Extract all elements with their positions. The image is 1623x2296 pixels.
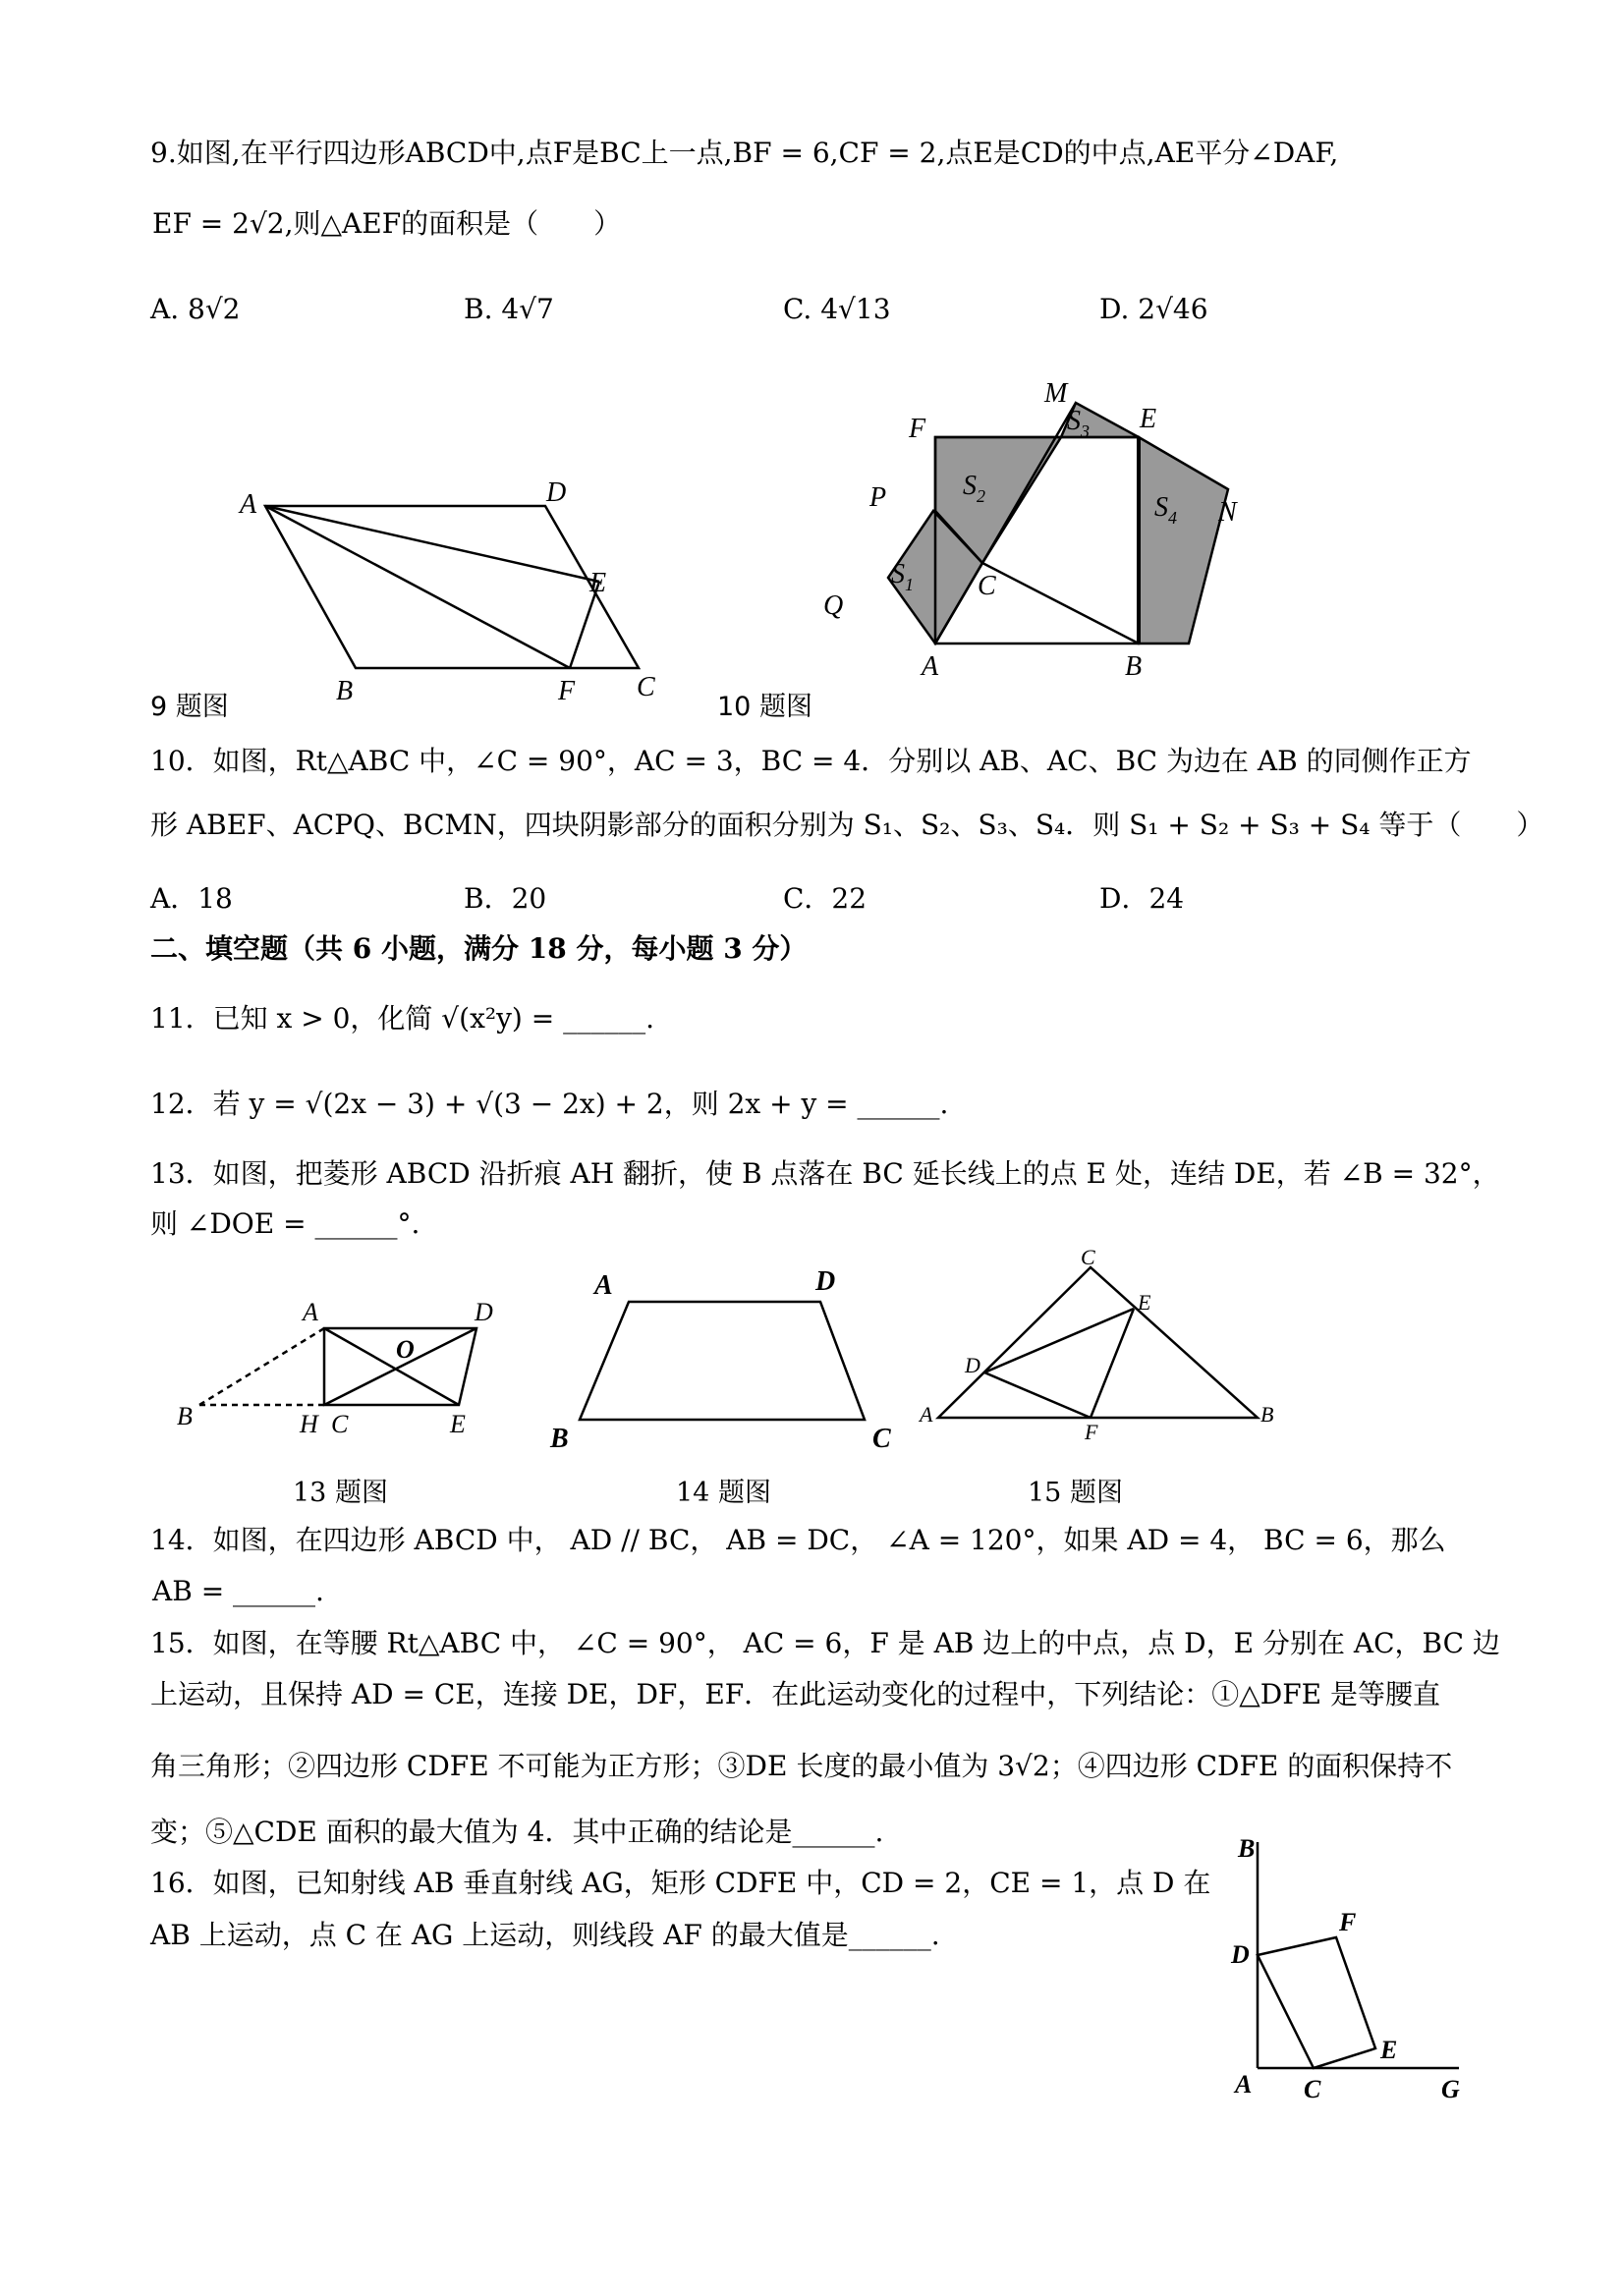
fig10-label-q: Q (823, 590, 844, 621)
fig9-label-f: F (558, 676, 576, 706)
fig9-label-b: B (336, 676, 354, 706)
fig10-label-n: N (1218, 497, 1237, 528)
fig16-label-b: B (1238, 1834, 1256, 1863)
fig10-caption: 10 题图 (717, 692, 812, 722)
fig15-label-b: B (1260, 1402, 1274, 1427)
fig16-label-c: C (1304, 2075, 1321, 2103)
fig13-label-a: A (303, 1298, 318, 1326)
q15-line3: 角三角形；②四边形 CDFE 不可能为正方形；③DE 长度的最小值为 3√2；④四边形 CDFE 的面积保持不 (150, 1750, 1453, 1782)
fig14-label-b: B (550, 1424, 569, 1454)
fig13-caption: 13 题图 (293, 1478, 388, 1508)
fig10-label-s4: $S_4$ (1154, 492, 1177, 528)
fig14-caption: 14 题图 (676, 1478, 771, 1508)
fig14-label-c: C (872, 1424, 891, 1454)
q10-line2: 形 ABEF、ACPQ、BCMN，四块阴影部分的面积分别为 S₁、S₂、S₃、S₄．则 S₁ + S₂ + S₃ + S₄ 等于（ ） (150, 809, 1544, 841)
fig10-label-s1: $S_1$ (891, 559, 914, 594)
q15-line1: 15．如图，在等腰 Rt△ABC 中， ∠C = 90°， AC = 6，F 是 AB 边上的中点，点 D，E 分别在 AC，BC 边 (150, 1627, 1500, 1659)
fig15-label-a: A (920, 1402, 933, 1427)
figure-13 (172, 1297, 545, 1444)
q13-line1: 13．如图，把菱形 ABCD 沿折痕 AH 翻折，使 B 点落在 BC 延长线上的点 E 处，连结 DE，若 ∠B = 32°， (150, 1157, 1500, 1190)
fig10-label-s3: $S_3$ (1067, 406, 1090, 441)
fig15-caption: 15 题图 (1028, 1478, 1123, 1508)
q10-line1: 10．如图，Rt△ABC 中，∠C = 90°，AC = 3，BC = 4．分别以 AB、AC、BC 为边在 AB 的同侧作正方 (150, 745, 1472, 777)
q9-option-a[interactable]: A. 8√2 (150, 293, 241, 325)
fig15-label-f: F (1085, 1420, 1098, 1444)
fig15-label-c: C (1081, 1245, 1095, 1269)
q14-line1: 14．如图，在四边形 ABCD 中， AD // BC， AB = DC， ∠A = 120°，如果 AD = 4， BC = 6，那么 (150, 1524, 1446, 1556)
q10-option-a[interactable]: A．18 (150, 882, 233, 915)
figure-15 (914, 1245, 1274, 1449)
fig9-label-a: A (240, 489, 257, 520)
fig9-caption: 9 题图 (150, 692, 229, 722)
fig10-label-b: B (1125, 651, 1143, 682)
q16-line2: AB 上运动，点 C 在 AG 上运动，则线段 AF 的最大值是______. (150, 1919, 940, 1951)
fig9-label-e: E (589, 568, 607, 598)
fig13-label-h: H (300, 1410, 318, 1438)
fig13-label-d: D (475, 1298, 493, 1326)
fig13-label-e: E (450, 1410, 466, 1438)
q9-option-b[interactable]: B. 4√7 (464, 293, 554, 325)
q10-option-c[interactable]: C．22 (783, 882, 867, 915)
fig10-label-a: A (922, 651, 939, 682)
fig15-label-e: E (1138, 1290, 1151, 1315)
q9-option-d[interactable]: D. 2√46 (1099, 293, 1208, 325)
section-2-heading: 二、填空题（共 6 小题，满分 18 分，每小题 3 分） (150, 932, 808, 965)
fig15-label-d: D (965, 1353, 980, 1377)
q9-line1: 9.如图,在平行四边形ABCD中,点F是BC上一点,BF = 6,CF = 2,点E是CD的中点,AE平分∠DAF, (150, 137, 1339, 169)
q13-line2: 则 ∠DOE = ______°. (150, 1207, 420, 1240)
fig9-label-c: C (637, 672, 655, 702)
fig10-label-c: C (978, 571, 996, 601)
fig13-label-o: O (396, 1335, 415, 1364)
q11: 11．已知 x > 0，化简 √(x²y) = ______. (150, 1002, 654, 1035)
q9-line2: EF = 2√2,则△AEF的面积是（ ） (152, 207, 622, 240)
fig14-label-d: D (815, 1266, 836, 1297)
fig10-label-e: E (1140, 404, 1157, 434)
q12: 12．若 y = √(2x − 3) + √(3 − 2x) + 2，则 2x + y = ______. (150, 1088, 949, 1120)
figure-14 (540, 1266, 891, 1454)
fig10-label-m: M (1044, 378, 1068, 409)
figure-10 (815, 378, 1267, 693)
q9-option-c[interactable]: C. 4√13 (783, 293, 891, 325)
fig16-label-f: F (1339, 1908, 1357, 1936)
q14-line2: AB = ______. (152, 1575, 324, 1607)
q10-option-b[interactable]: B．20 (464, 882, 547, 915)
q10-option-d[interactable]: D．24 (1099, 882, 1185, 915)
q15-line4: 变；⑤△CDE 面积的最大值为 4．其中正确的结论是______. (150, 1816, 884, 1848)
fig16-label-a: A (1235, 2070, 1253, 2099)
fig16-label-e: E (1380, 2036, 1398, 2064)
fig14-label-a: A (594, 1270, 613, 1301)
fig9-label-d: D (546, 477, 567, 508)
q15-line2: 上运动，且保持 AD = CE，连接 DE，DF，EF．在此运动变化的过程中，下列结论：①△DFE 是等腰直 (150, 1678, 1440, 1710)
fig13-label-b: B (177, 1402, 193, 1430)
figure-16 (1223, 1827, 1479, 2122)
figure-9 (226, 472, 737, 727)
fig16-label-g: G (1441, 2075, 1460, 2103)
fig16-label-d: D (1231, 1940, 1250, 1969)
fig10-label-p: P (869, 482, 887, 513)
fig13-label-c: C (331, 1410, 349, 1438)
fig10-label-f: F (909, 414, 926, 444)
fig10-label-s2: $S_2$ (963, 471, 985, 506)
q16-line1: 16．如图，已知射线 AB 垂直射线 AG，矩形 CDFE 中，CD = 2，CE = 1，点 D 在 (150, 1867, 1211, 1899)
